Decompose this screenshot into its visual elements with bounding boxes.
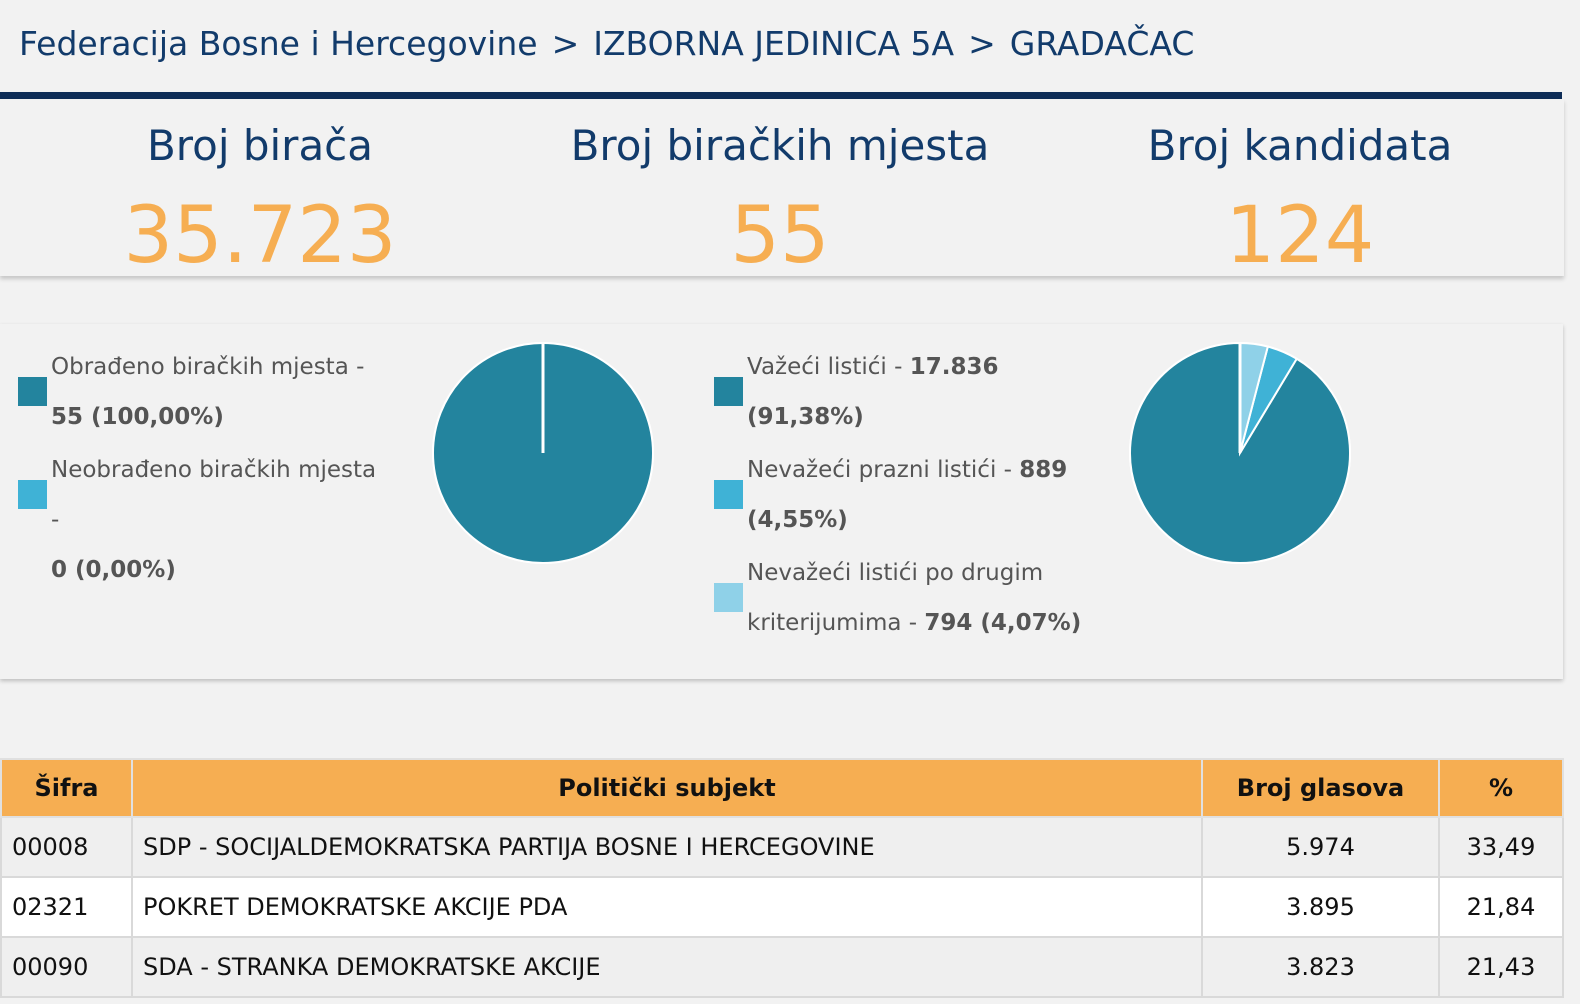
polling-stations-label: Broj biračkih mjesta <box>570 121 990 170</box>
party-votes: 5.974 <box>1202 817 1439 877</box>
party-code: 02321 <box>1 877 132 937</box>
legend-swatch-unprocessed <box>18 480 47 509</box>
legend-valid-value: 17.836 <box>909 354 999 380</box>
results-table <box>0 758 1564 998</box>
party-percent: 33,49 <box>1439 817 1563 877</box>
column-header-party[interactable]: Politički subjekt <box>132 759 1202 817</box>
voters-value: 35.723 <box>123 191 397 281</box>
candidates-value: 124 <box>1225 191 1375 281</box>
voters-label: Broj birača <box>146 121 374 170</box>
table-row[interactable] <box>1 817 1563 877</box>
ballots-pie-chart <box>1127 340 1353 566</box>
column-header-votes[interactable]: Broj glasova <box>1202 759 1439 817</box>
party-code: 00090 <box>1 937 132 997</box>
table-row[interactable] <box>1 877 1563 937</box>
legend-unprocessed-label: Neobrađeno biračkih mjesta - <box>51 457 377 533</box>
legend-swatch-valid <box>714 377 743 406</box>
legend-other-value: 794 (4,07%) <box>924 610 1082 636</box>
breadcrumb-federation[interactable]: Federacija Bosne i Hercegovine <box>19 24 538 63</box>
party-percent: 21,43 <box>1439 937 1563 997</box>
legend-blank-percent: (4,55%) <box>747 507 848 533</box>
breadcrumb-separator: > <box>968 24 996 63</box>
table-header-row <box>1 759 1563 817</box>
table-row[interactable] <box>1 937 1563 997</box>
legend-swatch-blank <box>714 480 743 509</box>
legend-valid-label: Važeći listići - <box>747 354 903 380</box>
polling-stations-pie-chart <box>430 340 656 566</box>
legend-other-label-2: kriterijumima - <box>747 610 918 636</box>
party-name: SDA - STRANKA DEMOKRATSKE AKCIJE <box>132 937 1202 997</box>
candidates-label: Broj kandidata <box>1147 121 1453 170</box>
breadcrumb-municipality: GRADAČAC <box>1009 24 1195 63</box>
breadcrumb-electoral-unit[interactable]: IZBORNA JEDINICA 5A <box>593 24 955 63</box>
column-header-code[interactable]: Šifra <box>1 759 132 817</box>
legend-unprocessed-value: 0 (0,00%) <box>51 557 176 583</box>
column-header-percent[interactable]: % <box>1439 759 1563 817</box>
legend-other-label-1: Nevažeći listići po drugim <box>747 560 1044 586</box>
legend-swatch-other-invalid <box>714 583 743 612</box>
breadcrumb-separator: > <box>551 24 580 63</box>
polling-stations-value: 55 <box>730 191 830 281</box>
party-votes: 3.823 <box>1202 937 1439 997</box>
legend-processed-label: Obrađeno biračkih mjesta - <box>51 354 365 380</box>
legend-blank-label: Nevažeći prazni listići - <box>747 457 1012 483</box>
party-percent: 21,84 <box>1439 877 1563 937</box>
party-name: POKRET DEMOKRATSKE AKCIJE PDA <box>132 877 1202 937</box>
legend-processed-value: 55 (100,00%) <box>51 404 224 430</box>
party-votes: 3.895 <box>1202 877 1439 937</box>
legend-valid-percent: (91,38%) <box>747 404 864 430</box>
breadcrumb <box>19 24 1194 63</box>
charts-panel <box>0 324 1563 679</box>
header-bar <box>0 0 1562 99</box>
party-name: SDP - SOCIJALDEMOKRATSKA PARTIJA BOSNE I HERCEGOVINE <box>132 817 1202 877</box>
legend-blank-value: 889 <box>1019 457 1068 483</box>
legend-swatch-processed <box>18 377 47 406</box>
summary-stats-panel <box>0 99 1564 281</box>
party-code: 00008 <box>1 817 132 877</box>
